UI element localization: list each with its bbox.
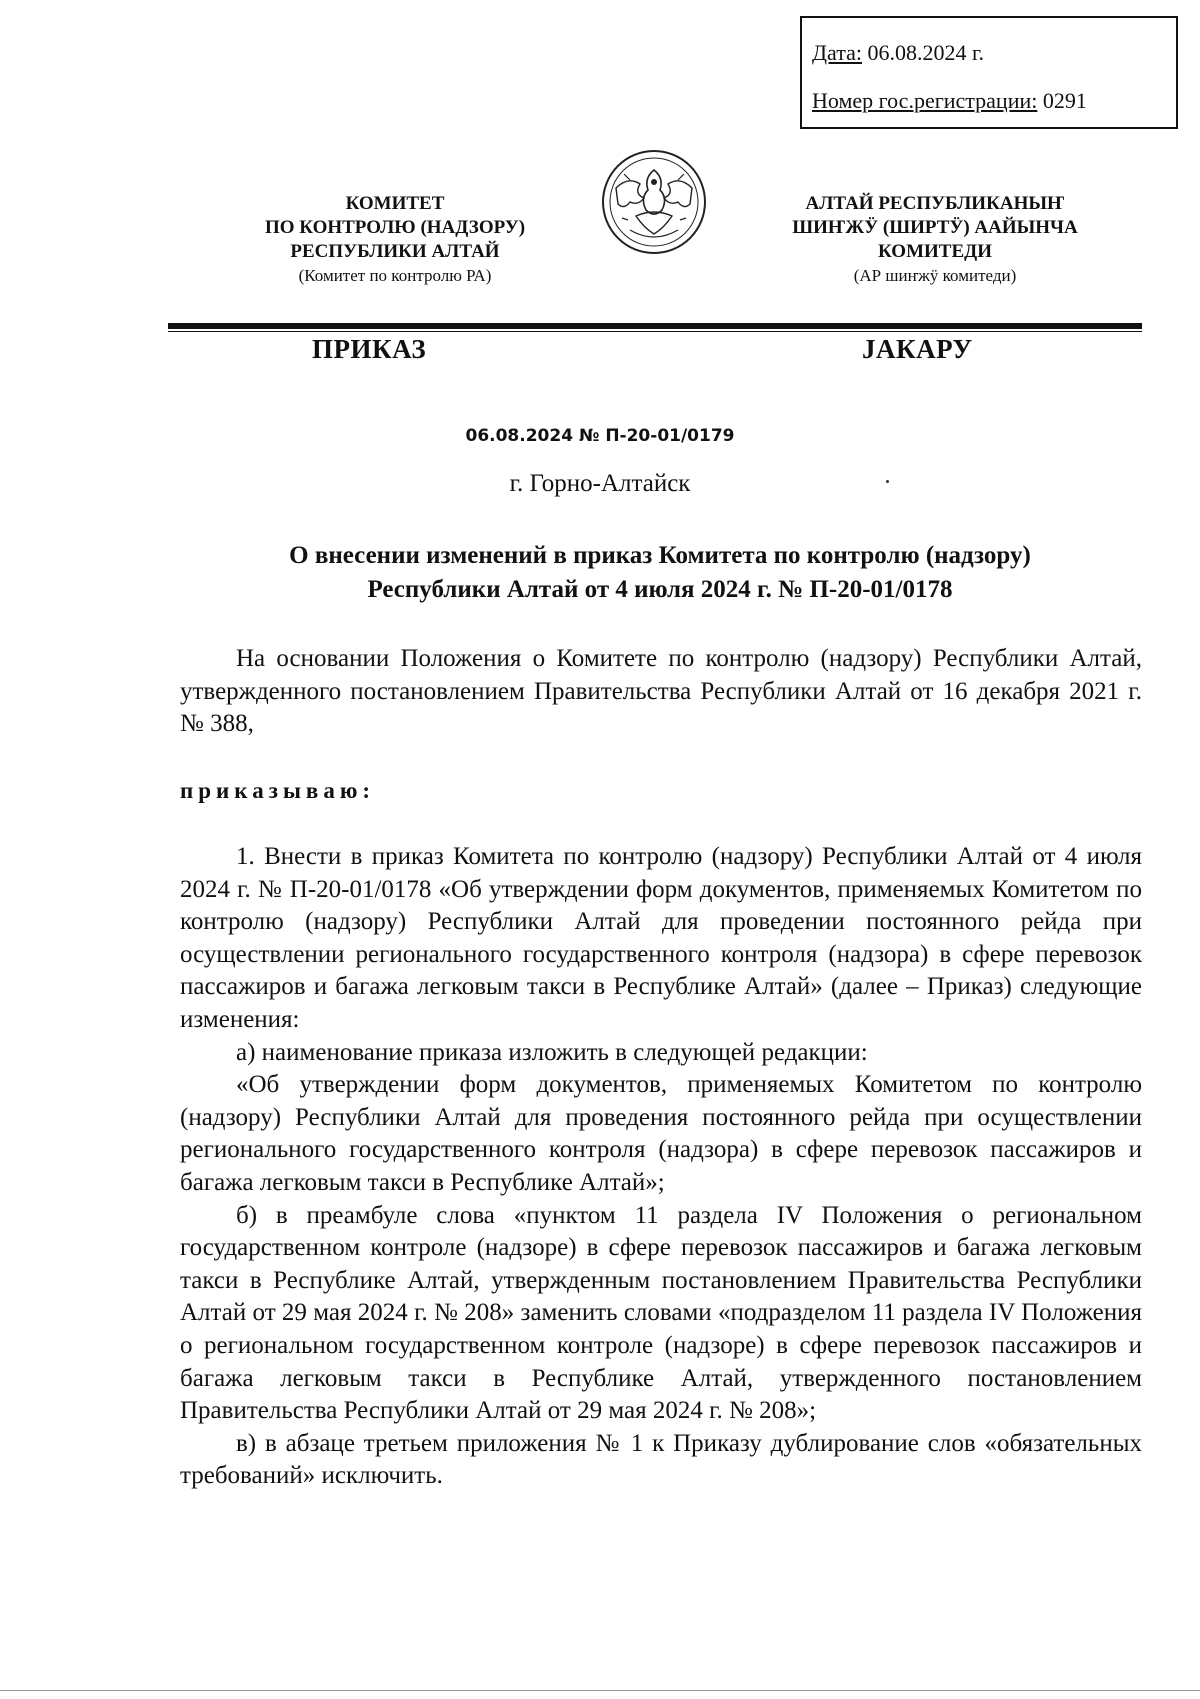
- coat-of-arms-icon: [600, 148, 708, 256]
- order-word-altai: JАКАРУ: [862, 334, 973, 364]
- order-number: 06.08.2024 № П-20-01/0179: [465, 426, 735, 446]
- org-name-russian: [225, 192, 565, 288]
- order-word-russian: ПРИКАЗ: [312, 334, 427, 364]
- decree-word: приказываю:: [180, 778, 376, 803]
- org-left-line2: ПО КОНТРОЛЮ (НАДЗОРУ): [264, 217, 526, 238]
- amendments-section: [180, 841, 1142, 1493]
- org-left-short: (Комитет по контролю РА): [298, 266, 492, 285]
- header-rule-thin: [168, 331, 1142, 332]
- reg-value: 0291: [1042, 88, 1087, 113]
- page-bottom-edge: [0, 1690, 1200, 1691]
- title-line2: Республики Алтай от 4 июля 2024 г. № П-20-01/0178: [367, 576, 953, 603]
- org-left-line1: КОМИТЕТ: [345, 193, 445, 214]
- org-right-short: (АР шиҥжӱ комитеди): [853, 266, 1017, 285]
- header-rule: [168, 323, 1142, 329]
- org-name-altai: [755, 192, 1115, 288]
- document-title: [180, 539, 1140, 607]
- date-value: 06.08.2024 г.: [867, 40, 985, 65]
- item-a-quote: «Об утверждении форм документов, применяемых Комитетом по контролю (надзору) Республики Алтай для проведения постоянного рейда при осуществлении регионального государственного контроля (надзора) в сфере перевозок пассажиров и багажа легковым такси в Республике Алтай»;: [180, 1071, 1142, 1196]
- item-a: а) наименование приказа изложить в следующей редакции:: [236, 1038, 868, 1066]
- basis-paragraph: На основании Положения о Комитете по контролю (надзору) Республики Алтай, утвержденного постановлением Правительства Республики Алтай от 16 декабря 2021 г. № 388,: [180, 645, 1142, 738]
- item-c: в) в абзаце третьем приложения № 1 к Приказу дублирование слов «обязательных требований» исключить.: [180, 1429, 1142, 1490]
- city: г. Горно-Алтайск: [509, 470, 691, 497]
- org-right-line2: ШИҤЖӰ (ШИРТӰ) ААЙЫНЧА: [792, 217, 1078, 238]
- org-right-line3: КОМИТЕДИ: [878, 241, 992, 262]
- date-label: Дата:: [812, 40, 862, 65]
- org-right-line1: АЛТАЙ РЕСПУБЛИКАНЫҤ: [805, 193, 1065, 214]
- org-left-line3: РЕСПУБЛИКИ АЛТАЙ: [290, 241, 500, 262]
- item-b: б) в преамбуле слова «пунктом 11 раздела IV Положения о региональном государственном контроле (надзоре) в сфере перевозок пассажиров и багажа легковым такси в Республике Алтай, утвержденным постановлением Правительства Республики Алтай от 29 мая 2024 г. № 208» заменить словами «подразделом 11 раздела IV Положения о региональном государственном контроле (надзоре) в сфере перевозок пассажиров и багажа легковым такси в Республике Алтай, утвержденного постановлением Правительства Республики Алтай от 29 мая 2024 г. № 208»;: [180, 1201, 1142, 1425]
- basis-section: [180, 643, 1142, 741]
- registration-stamp: [800, 16, 1178, 129]
- scan-speck: [886, 480, 889, 483]
- reg-label: Номер гос.регистрации:: [812, 88, 1038, 113]
- item-1: 1. Внести в приказ Комитета по контролю (надзору) Республики Алтай от 4 июля 2024 г. № П-20-01/0178 «Об утверждении форм документов, применяемых Комитетом по контролю (надзору) Республики Алтай для проведении постоянного рейда при осуществлении регионального государственного контроля (надзора) в сфере перевозок пассажиров и багажа легковым такси в Республике Алтай» (далее – Приказ) следующие изменения:: [180, 843, 1142, 1033]
- title-line1: О внесении изменений в приказ Комитета по контролю (надзору): [289, 542, 1031, 569]
- registration-date: [812, 40, 984, 66]
- registration-number: [812, 88, 1087, 114]
